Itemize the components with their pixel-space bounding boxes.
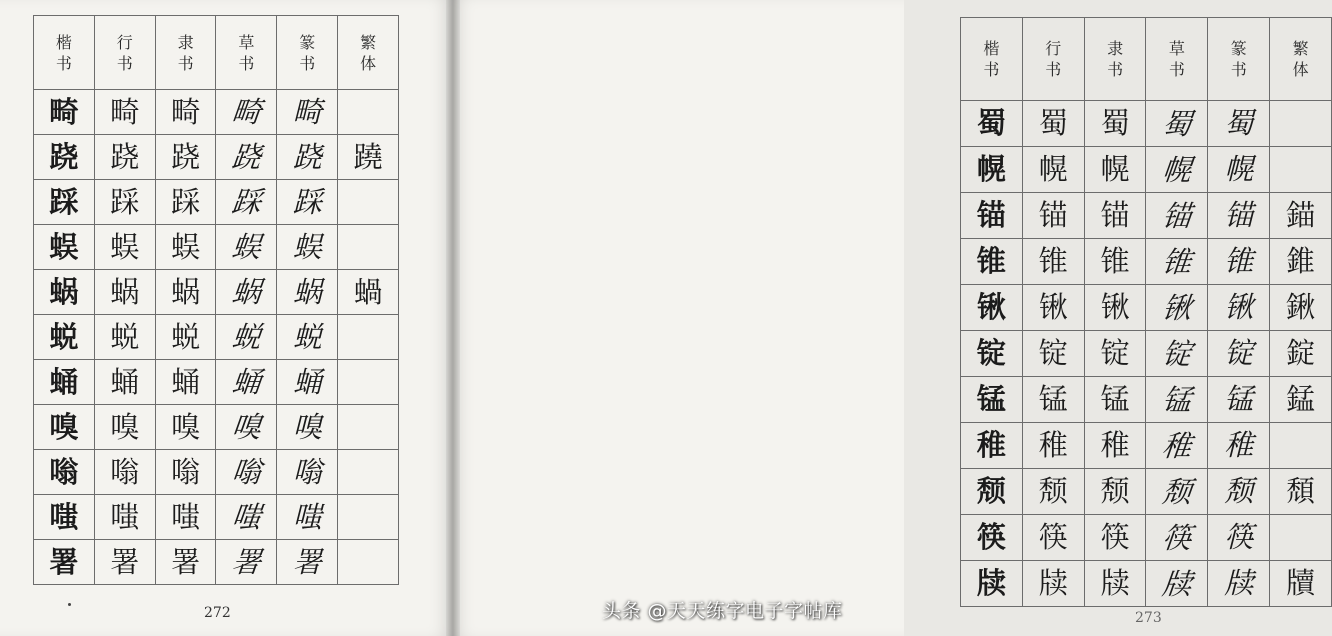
glyph-cell [338,540,399,585]
glyph-cell [338,315,399,360]
glyph-cell: 稚 [1144,423,1211,469]
glyph-cell: 锹 [1144,285,1211,331]
glyph-cell: 锥 [961,239,1023,285]
glyph-cell [1270,147,1332,193]
table-row [961,423,1332,469]
glyph-cell: 颓 [1084,469,1146,515]
glyph-cell: 筷 [1144,515,1211,561]
glyph-cell: 踩 [214,180,280,225]
column-header-bottom: 书 [1230,60,1247,79]
glyph-cell: 牍 [961,561,1023,607]
glyph-cell: 锚 [961,193,1023,239]
column-header-bottom: 体 [360,53,377,73]
glyph-cell: 蛹 [94,360,155,405]
column-header [216,16,277,90]
glyph-cell: 跷 [94,135,155,180]
column-header-bottom: 书 [1168,60,1185,79]
glyph-cell: 筷 [1022,515,1084,561]
column-header-bottom: 书 [177,53,194,73]
glyph-cell [1270,423,1332,469]
glyph-cell: 幌 [1208,147,1270,193]
glyph-cell: 嗤 [214,495,280,540]
glyph-cell: 嗅 [277,405,338,450]
column-header [277,16,338,90]
glyph-cell: 筷 [961,515,1023,561]
glyph-cell: 畸 [214,90,280,135]
glyph-cell: 锚 [1084,193,1146,239]
glyph-cell: 蛹 [34,360,95,405]
glyph-cell: 嗅 [155,405,216,450]
glyph-cell: 蜗 [34,270,95,315]
table-row [34,315,399,360]
glyph-cell: 鍬 [1270,285,1332,331]
table-row [961,239,1332,285]
glyph-cell: 跷 [277,135,338,180]
glyph-cell: 蜕 [34,315,95,360]
glyph-cell: 頹 [1270,469,1332,515]
left-page [0,0,452,636]
glyph-cell [1270,101,1332,147]
table-row [961,469,1332,515]
glyph-cell: 锰 [961,377,1023,423]
glyph-cell: 錐 [1270,239,1332,285]
glyph-cell: 署 [155,540,216,585]
glyph-cell: 蝸 [338,270,399,315]
glyph-cell: 踩 [94,180,155,225]
glyph-cell: 嗤 [94,495,155,540]
glyph-cell: 嗤 [277,495,338,540]
table-row [961,561,1332,607]
glyph-cell: 跷 [155,135,216,180]
glyph-cell: 筷 [1208,515,1270,561]
table-row [34,450,399,495]
column-header [961,18,1023,101]
glyph-cell: 锰 [1084,377,1146,423]
table-row [961,377,1332,423]
glyph-cell: 嗅 [34,405,95,450]
column-header [1084,18,1146,101]
glyph-cell: 跷 [34,135,95,180]
calligraphy-table-left [33,15,399,585]
column-header [338,16,399,90]
glyph-cell: 颓 [1022,469,1084,515]
table-row [961,101,1332,147]
column-header [1270,18,1332,101]
glyph-cell: 跷 [214,135,280,180]
table-row [34,360,399,405]
glyph-cell: 锹 [1208,285,1270,331]
glyph-cell: 蜕 [94,315,155,360]
column-header-top: 楷 [55,32,72,52]
column-header-top: 篆 [1230,39,1247,58]
glyph-cell: 蜀 [961,101,1023,147]
glyph-cell: 蜗 [155,270,216,315]
glyph-cell: 锰 [1022,377,1084,423]
glyph-cell: 踩 [155,180,216,225]
glyph-cell: 嗡 [94,450,155,495]
glyph-cell: 蜈 [214,225,280,270]
column-header-bottom: 书 [1107,60,1124,79]
glyph-cell: 幌 [1022,147,1084,193]
glyph-cell: 畸 [277,90,338,135]
page-number-right: 273 [1135,610,1162,626]
glyph-cell: 牍 [1144,561,1211,607]
column-header-bottom: 书 [983,60,1000,79]
glyph-cell: 署 [277,540,338,585]
glyph-cell: 蜈 [94,225,155,270]
glyph-cell: 錠 [1270,331,1332,377]
glyph-cell: 蜀 [1022,101,1084,147]
glyph-cell: 蛹 [155,360,216,405]
table-row [34,135,399,180]
glyph-cell: 畸 [94,90,155,135]
right-page [452,0,1316,636]
glyph-cell: 蜀 [1084,101,1146,147]
column-header [155,16,216,90]
column-header-top: 繁 [360,32,377,52]
glyph-cell: 錳 [1270,377,1332,423]
table-row [961,285,1332,331]
glyph-cell: 嗤 [155,495,216,540]
glyph-cell [338,495,399,540]
glyph-cell: 锰 [1208,377,1270,423]
table-row [961,515,1332,561]
glyph-cell: 锥 [1144,239,1211,285]
table-row [961,331,1332,377]
glyph-cell [1270,515,1332,561]
glyph-cell: 蹺 [338,135,399,180]
glyph-cell: 稚 [1084,423,1146,469]
glyph-cell: 幌 [961,147,1023,193]
glyph-cell: 锚 [1144,193,1211,239]
column-header-top: 隶 [177,32,194,52]
column-header-top: 楷 [983,39,1000,58]
glyph-cell: 踩 [277,180,338,225]
glyph-cell: 蜈 [155,225,216,270]
glyph-cell: 嗡 [155,450,216,495]
glyph-cell: 锥 [1208,239,1270,285]
glyph-cell: 蜀 [1208,101,1270,147]
glyph-cell: 锭 [1022,331,1084,377]
column-header-top: 草 [1168,39,1185,58]
glyph-cell: 锭 [1208,331,1270,377]
glyph-cell: 牍 [1208,561,1270,607]
glyph-cell: 幌 [1144,147,1211,193]
glyph-cell: 牍 [1084,561,1146,607]
glyph-cell: 蜈 [34,225,95,270]
column-header-top: 隶 [1107,39,1124,58]
glyph-cell: 牘 [1270,561,1332,607]
paper-speck [68,603,71,606]
table-row [961,147,1332,193]
glyph-cell: 锭 [961,331,1023,377]
calligraphy-table-right [960,17,1332,607]
glyph-cell: 锹 [961,285,1023,331]
column-header-bottom: 体 [1292,60,1309,79]
glyph-cell: 畸 [155,90,216,135]
glyph-cell: 牍 [1022,561,1084,607]
glyph-cell [338,90,399,135]
glyph-cell: 锰 [1144,377,1211,423]
glyph-cell: 锹 [1084,285,1146,331]
column-header-bottom: 书 [55,53,72,73]
book-spine [446,0,460,636]
column-header-bottom: 书 [1045,60,1062,79]
glyph-cell: 嗡 [34,450,95,495]
glyph-cell: 稚 [961,423,1023,469]
table-row [34,270,399,315]
glyph-cell: 嗡 [277,450,338,495]
page-number-left: 272 [204,605,231,621]
glyph-cell: 锥 [1084,239,1146,285]
glyph-cell: 蜕 [155,315,216,360]
glyph-cell [338,225,399,270]
glyph-cell: 颓 [1208,469,1270,515]
table-row [34,495,399,540]
watermark-text: 头条 @天天练字电子字帖库 [602,600,843,622]
table-row [34,225,399,270]
column-header-top: 行 [116,32,133,52]
glyph-cell: 蜕 [277,315,338,360]
glyph-cell: 颓 [1144,469,1211,515]
glyph-cell: 蜗 [94,270,155,315]
column-header-top: 行 [1045,39,1062,58]
glyph-cell: 嗅 [214,405,280,450]
glyph-cell: 颓 [961,469,1023,515]
glyph-cell: 蜗 [214,270,280,315]
column-header [94,16,155,90]
glyph-cell: 蛹 [277,360,338,405]
table-row [34,540,399,585]
glyph-cell: 嗤 [34,495,95,540]
glyph-cell: 锭 [1144,331,1211,377]
column-header-top: 繁 [1292,39,1309,58]
column-header-top: 篆 [299,32,316,52]
glyph-cell [338,405,399,450]
glyph-cell: 署 [214,540,280,585]
column-header [34,16,95,90]
glyph-cell: 锚 [1022,193,1084,239]
glyph-cell [338,180,399,225]
column-header-bottom: 书 [238,53,255,73]
glyph-cell [338,360,399,405]
column-header [1208,18,1270,101]
column-header [1146,18,1208,101]
glyph-cell: 稚 [1022,423,1084,469]
glyph-cell [338,450,399,495]
table-row [34,405,399,450]
glyph-cell: 蜗 [277,270,338,315]
glyph-cell: 踩 [34,180,95,225]
glyph-cell: 嗅 [94,405,155,450]
column-header-top: 草 [238,32,255,52]
glyph-cell: 署 [34,540,95,585]
glyph-cell: 锚 [1208,193,1270,239]
glyph-cell: 锭 [1084,331,1146,377]
glyph-cell: 蜈 [277,225,338,270]
header-row [34,16,399,90]
glyph-cell: 畸 [34,90,95,135]
column-header [1022,18,1084,101]
glyph-cell: 嗡 [214,450,280,495]
column-header-bottom: 书 [299,53,316,73]
glyph-cell: 署 [94,540,155,585]
glyph-cell: 錨 [1270,193,1332,239]
header-row [961,18,1332,101]
column-header-bottom: 书 [116,53,133,73]
glyph-cell: 蜀 [1144,101,1211,147]
table-row [961,193,1332,239]
glyph-cell: 锹 [1022,285,1084,331]
table-row [34,180,399,225]
glyph-cell: 筷 [1084,515,1146,561]
table-row [34,90,399,135]
glyph-cell: 蜕 [214,315,280,360]
glyph-cell: 稚 [1208,423,1270,469]
glyph-cell: 幌 [1084,147,1146,193]
glyph-cell: 锥 [1022,239,1084,285]
glyph-cell: 蛹 [214,360,280,405]
